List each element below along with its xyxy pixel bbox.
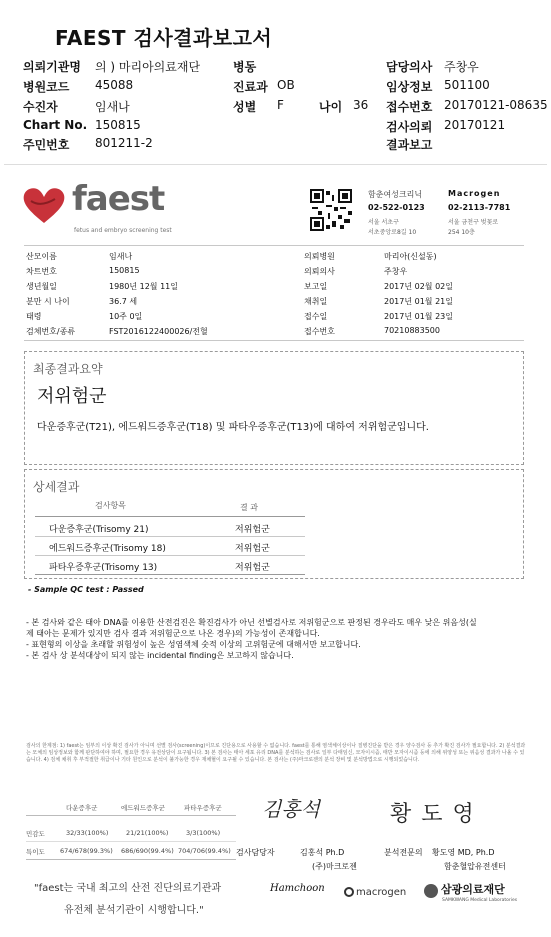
- quote-line: 유전체 분석기관이 시행합니다.": [64, 905, 204, 916]
- rrn-value: 801211-2: [95, 136, 153, 150]
- note-line: 제 태아는 문제가 있지만 검사 결과 저위험군으로 나온 경우)의 가능성이 존재합니다.: [26, 629, 320, 638]
- tester-label: 검사담당자: [236, 848, 275, 857]
- sex-value: F: [277, 98, 284, 112]
- details-col-item: 검사항목: [95, 501, 126, 510]
- samkwang-logo-sub: SAMKWANG Medical Laboratories: [442, 897, 518, 903]
- info-label: 접수일: [304, 312, 328, 321]
- info-value: 70210883500: [384, 326, 440, 335]
- info-value: 2017년 01월 21일: [384, 297, 453, 306]
- info-value: 임새나: [109, 252, 133, 261]
- details-row-item: 에드워드증후군(Trisomy 18): [49, 544, 166, 554]
- note-line: - 본 검사와 같은 태아 DNA를 이용한 산전검진은 확진검사가 아닌 선별검사로 저위험군으로 판정된 경우라도 매우 낮은 위음성(실: [26, 618, 477, 627]
- macrogen-logo-text: macrogen: [356, 887, 407, 898]
- age-label: 나이: [319, 100, 343, 114]
- faest-quote: [34, 878, 221, 922]
- info-label: 의뢰의사: [304, 267, 335, 276]
- details-box: [24, 469, 524, 579]
- info-value: 2017년 02월 02일: [384, 282, 453, 291]
- perf-cell: 32/33(100%): [66, 829, 109, 837]
- clinical-value: 501100: [444, 78, 490, 92]
- partner1-addr2: 서초중앙로8길 10: [368, 229, 417, 236]
- samkwang-logo-text: 삼광의료재단: [441, 883, 505, 896]
- info-label: 검체번호/종류: [26, 327, 76, 336]
- institution-row: [23, 58, 81, 75]
- info-value: 1980년 12월 11일: [109, 282, 178, 291]
- chart-label: Chart No.: [23, 118, 88, 132]
- summary-result: 저위험군: [37, 386, 107, 407]
- heart-logo-icon: [21, 185, 67, 225]
- doctor-org: 함춘혈압유전센터: [444, 862, 506, 871]
- hospital-code-label: 병원코드: [23, 80, 70, 94]
- institution-label: 의뢰기관명: [23, 60, 81, 74]
- partner1-phone: 02-522-0123: [368, 203, 425, 212]
- details-row-result: 저위험군: [235, 525, 270, 535]
- details-row-item: 파타우증후군(Trisomy 13): [49, 563, 158, 573]
- info-value: 150815: [109, 266, 140, 275]
- perf-cell: 686/690(99.4%): [121, 847, 174, 855]
- dept-value: OB: [277, 78, 295, 92]
- patient-value: 임새나: [95, 100, 130, 114]
- partner1-name: 함춘여성크리닉: [368, 190, 423, 199]
- qr-code-icon: [310, 189, 352, 231]
- perf-cell: 21/21(100%): [126, 829, 169, 837]
- receipt-value: 20170121-08635: [444, 98, 548, 112]
- perf-header: 다운증후군: [66, 804, 98, 812]
- doctor-signature: 황도영: [390, 802, 484, 827]
- disclaimer: 검사의 한계점: 1) faest는 임부의 이상 확진 검사가 아니며 선별 검사(screening)이므로 진단용으로 사용할 수 없습니다. faest를 통해 염색체이상이나 질병진단을 받은 경우 양수검사 등 추가 확진 검사가 필요합니다. 2) 분석결과는 모체의 임상정보와 함께 판단하여야 하며, 필요한 경우 유전상담이 요구됩니다. 3) 본 검사는 태아 세포 유리 DNA를 분석하는 검사로 일부 다태임신, 모자이시즘, 태반 모자이시즘 등에 의해 위양성 또는 위음성 결과가 나올 수 있습니다. 4) 검체 채취 후 부적절한 취급이나 기타 원인으로 분석이 불가능한 경우 재채혈이 요구될 수 있습니다. 본 검사는 (주)마크로젠의 분석 장비 및 분석방법으로 시행되었습니다.: [26, 743, 526, 763]
- info-label: 태령: [26, 312, 42, 321]
- info-value: 2017년 01월 23일: [384, 312, 453, 321]
- info-label: 분만 시 나이: [26, 297, 70, 306]
- notes: [26, 617, 477, 661]
- partner1-addr1: 서울 서초구: [368, 219, 399, 226]
- tester-signature: 김홍석: [262, 797, 320, 821]
- details-title: 상세결과: [33, 480, 80, 494]
- partner2-phone: 02-2113-7781: [448, 203, 511, 212]
- dept-label: 진료과: [233, 80, 268, 94]
- info-label: 접수번호: [304, 327, 335, 336]
- details-row-result: 저위험군: [235, 563, 270, 573]
- chart-value: 150815: [95, 118, 141, 132]
- perf-header: 에드워드증후군: [121, 804, 165, 812]
- info-label: 생년월일: [26, 282, 57, 291]
- perf-row-label: 민감도: [26, 830, 45, 838]
- perf-row-label: 특이도: [26, 848, 45, 856]
- info-label: 차트번호: [26, 267, 57, 276]
- info-value: 10주 0일: [109, 312, 143, 321]
- info-value: FST2016122400026/전혈: [109, 327, 208, 336]
- clinical-label: 임상정보: [386, 80, 433, 94]
- ward-label: 병동: [233, 60, 257, 74]
- report-label: 결과보고: [386, 138, 433, 152]
- rrn-label: 주민번호: [23, 138, 70, 152]
- summary-box: [24, 351, 524, 465]
- sample-qc: - Sample QC test : Passed: [28, 585, 144, 594]
- report-sheet: [4, 164, 547, 937]
- hospital-code-value: 45088: [95, 78, 134, 92]
- doctor-label: 분석전문의: [384, 848, 423, 857]
- summary-text: 다운증후군(T21), 에드워드증후군(T18) 및 파타우증후군(T13)에 대하여 저위험군입니다.: [37, 422, 429, 433]
- info-label: 채취일: [304, 297, 328, 306]
- perf-header: 파타우증후군: [184, 804, 222, 812]
- quote-line: "faest는 국내 최고의 산전 진단의료기관과: [34, 883, 222, 894]
- partner2-addr2: 254 10층: [448, 229, 475, 236]
- request-value: 20170121: [444, 118, 506, 132]
- report-title: FAEST 검사결과보고서: [55, 26, 273, 50]
- age-value: 36: [353, 98, 369, 112]
- note-line: - 본 검사 상 분석대상이 되지 않는 incidental finding은 보고하지 않습니다.: [26, 651, 294, 660]
- summary-title: 최종결과요약: [33, 362, 103, 376]
- info-label: 산모이름: [26, 252, 57, 261]
- info-label: 의뢰병원: [304, 252, 335, 261]
- tester-name: 김홍석 Ph.D: [300, 848, 345, 857]
- faest-logo-text: faest: [72, 179, 165, 219]
- details-row-item: 다운증후군(Trisomy 21): [49, 525, 149, 535]
- perf-cell: 3/3(100%): [186, 829, 221, 837]
- request-label: 검사의뢰: [386, 120, 433, 134]
- samkwang-logo: [424, 881, 517, 903]
- perf-cell: 704/706(99.4%): [178, 847, 231, 855]
- sex-label: 성별: [233, 100, 257, 114]
- details-col-result: 결 과: [240, 503, 258, 512]
- institution-value: 의 ) 마리아의료재단: [95, 60, 201, 74]
- faest-logo-tagline: fetus and embryo screening test: [74, 227, 172, 234]
- doctor-value: 주창우: [444, 60, 479, 74]
- perf-cell: 674/678(99.3%): [60, 847, 113, 855]
- hamchoon-logo: Hamchoon: [270, 883, 325, 894]
- info-value: 주창우: [384, 267, 408, 276]
- tester-org: (주)마크로젠: [312, 862, 357, 871]
- doctor-label: 담당의사: [386, 60, 433, 74]
- macrogen-logo: [344, 887, 406, 898]
- receipt-label: 접수번호: [386, 100, 433, 114]
- details-row-result: 저위험군: [235, 544, 270, 554]
- info-value: 36.7 세: [109, 297, 138, 306]
- partner2-addr1: 서울 금천구 벚꽃로: [448, 219, 499, 226]
- partner2-name: Macrogen: [448, 189, 501, 198]
- note-line: - 표현형의 이상을 초래할 위험성이 높은 성염색체 숫적 이상의 고위험군에 대해서만 보고합니다.: [26, 640, 361, 649]
- patient-label: 수진자: [23, 100, 58, 114]
- info-value: 마리아(신설동): [384, 252, 437, 261]
- info-label: 보고일: [304, 282, 328, 291]
- doctor-name: 황도영 MD, Ph.D: [432, 848, 495, 857]
